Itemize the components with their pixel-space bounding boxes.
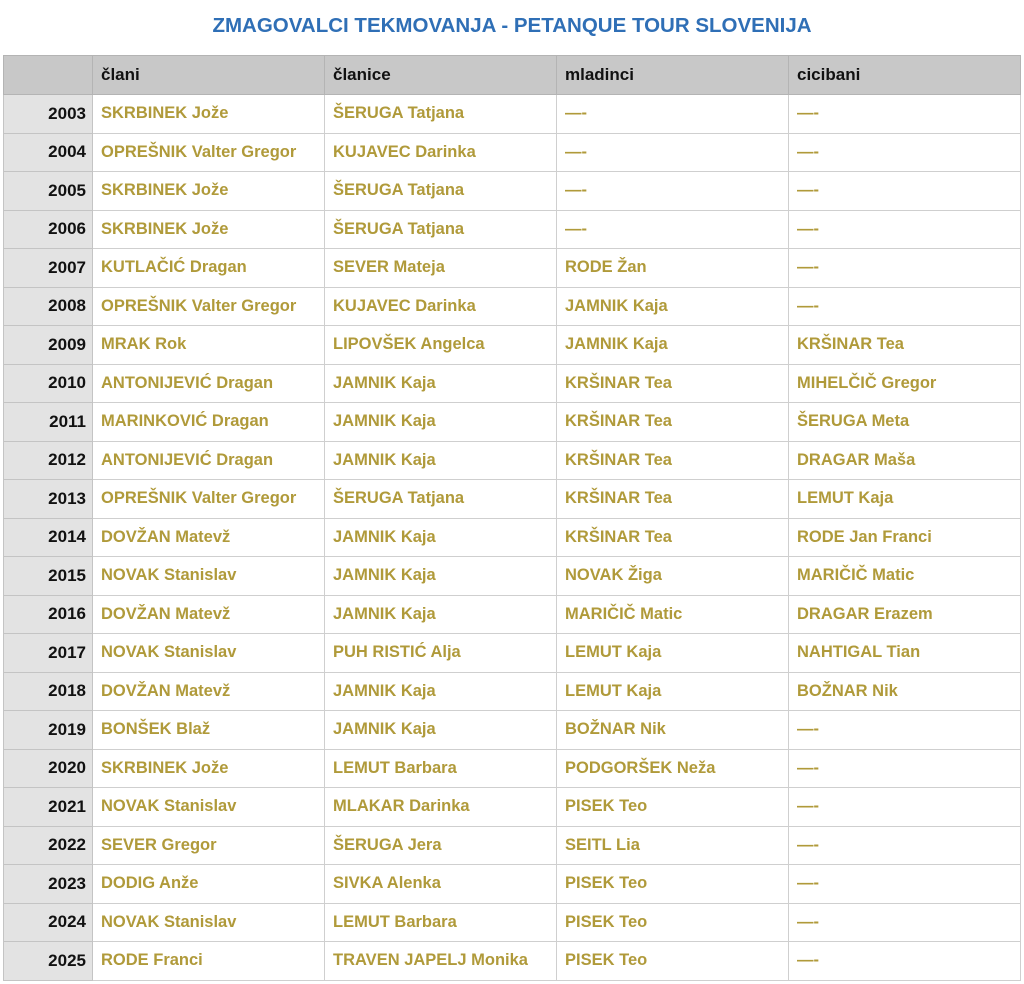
clani-cell: NOVAK Stanislav [93, 903, 325, 942]
year-cell: 2022 [4, 826, 93, 865]
cicibani-cell: —- [789, 249, 1021, 288]
mladinci-cell: KRŠINAR Tea [557, 480, 789, 519]
table-row [4, 942, 1021, 981]
mladinci-cell: JAMNIK Kaja [557, 326, 789, 365]
cicibani-cell: —- [789, 711, 1021, 750]
year-cell: 2004 [4, 133, 93, 172]
table-row [4, 480, 1021, 519]
cicibani-cell: —- [789, 903, 1021, 942]
year-cell: 2023 [4, 865, 93, 904]
table-row [4, 672, 1021, 711]
year-cell: 2012 [4, 441, 93, 480]
year-cell: 2024 [4, 903, 93, 942]
table-row [4, 711, 1021, 750]
mladinci-cell: KRŠINAR Tea [557, 364, 789, 403]
table-row [4, 133, 1021, 172]
clanice-cell: TRAVEN JAPELJ Monika [325, 942, 557, 981]
clani-cell: MARINKOVIĆ Dragan [93, 403, 325, 442]
mladinci-cell: PISEK Teo [557, 942, 789, 981]
clani-cell: KUTLAČIĆ Dragan [93, 249, 325, 288]
clani-cell: NOVAK Stanislav [93, 557, 325, 596]
table-row [4, 172, 1021, 211]
year-cell: 2015 [4, 557, 93, 596]
clanice-cell: ŠERUGA Jera [325, 826, 557, 865]
year-cell: 2005 [4, 172, 93, 211]
cicibani-cell: —- [789, 826, 1021, 865]
clani-cell: OPREŠNIK Valter Gregor [93, 480, 325, 519]
cicibani-cell: DRAGAR Erazem [789, 595, 1021, 634]
table-row [4, 749, 1021, 788]
clani-cell: DODIG Anže [93, 865, 325, 904]
year-cell: 2025 [4, 942, 93, 981]
column-header-year [4, 56, 93, 95]
column-header-clanice: članice [325, 56, 557, 95]
mladinci-cell: LEMUT Kaja [557, 634, 789, 673]
clanice-cell: ŠERUGA Tatjana [325, 172, 557, 211]
table-row [4, 634, 1021, 673]
table-row [4, 287, 1021, 326]
mladinci-cell: JAMNIK Kaja [557, 287, 789, 326]
mladinci-cell: KRŠINAR Tea [557, 403, 789, 442]
cicibani-cell: LEMUT Kaja [789, 480, 1021, 519]
clani-cell: SKRBINEK Jože [93, 172, 325, 211]
mladinci-cell: PISEK Teo [557, 865, 789, 904]
clani-cell: NOVAK Stanislav [93, 788, 325, 827]
clanice-cell: KUJAVEC Darinka [325, 287, 557, 326]
table-row [4, 364, 1021, 403]
clanice-cell: ŠERUGA Tatjana [325, 95, 557, 134]
clani-cell: SKRBINEK Jože [93, 210, 325, 249]
clanice-cell: ŠERUGA Tatjana [325, 210, 557, 249]
clanice-cell: SEVER Mateja [325, 249, 557, 288]
column-header-mladinci: mladinci [557, 56, 789, 95]
clani-cell: RODE Franci [93, 942, 325, 981]
table-row [4, 518, 1021, 557]
year-cell: 2021 [4, 788, 93, 827]
cicibani-cell: —- [789, 788, 1021, 827]
table-row [4, 903, 1021, 942]
clani-cell: SKRBINEK Jože [93, 95, 325, 134]
table-row [4, 210, 1021, 249]
mladinci-cell: MARIČIČ Matic [557, 595, 789, 634]
cicibani-cell: —- [789, 210, 1021, 249]
table-row [4, 403, 1021, 442]
cicibani-cell: BOŽNAR Nik [789, 672, 1021, 711]
cicibani-cell: DRAGAR Maša [789, 441, 1021, 480]
mladinci-cell: RODE Žan [557, 249, 789, 288]
mladinci-cell: KRŠINAR Tea [557, 518, 789, 557]
cicibani-cell: MARIČIČ Matic [789, 557, 1021, 596]
year-cell: 2016 [4, 595, 93, 634]
table-row [4, 441, 1021, 480]
table-row [4, 249, 1021, 288]
cicibani-cell: NAHTIGAL Tian [789, 634, 1021, 673]
mladinci-cell: KRŠINAR Tea [557, 441, 789, 480]
clani-cell: NOVAK Stanislav [93, 634, 325, 673]
clani-cell: MRAK Rok [93, 326, 325, 365]
mladinci-cell: —- [557, 172, 789, 211]
table-row [4, 95, 1021, 134]
mladinci-cell: —- [557, 95, 789, 134]
cicibani-cell: —- [789, 749, 1021, 788]
cicibani-cell: KRŠINAR Tea [789, 326, 1021, 365]
clanice-cell: JAMNIK Kaja [325, 364, 557, 403]
cicibani-cell: —- [789, 172, 1021, 211]
clanice-cell: LEMUT Barbara [325, 749, 557, 788]
clanice-cell: JAMNIK Kaja [325, 557, 557, 596]
clanice-cell: JAMNIK Kaja [325, 595, 557, 634]
mladinci-cell: PISEK Teo [557, 903, 789, 942]
winners-table [3, 55, 1021, 981]
year-cell: 2006 [4, 210, 93, 249]
page-title: ZMAGOVALCI TEKMOVANJA - PETANQUE TOUR SLOVENIJA [212, 14, 812, 37]
year-cell: 2017 [4, 634, 93, 673]
clani-cell: DOVŽAN Matevž [93, 672, 325, 711]
clani-cell: DOVŽAN Matevž [93, 595, 325, 634]
clani-cell: ANTONIJEVIĆ Dragan [93, 441, 325, 480]
mladinci-cell: PISEK Teo [557, 788, 789, 827]
clanice-cell: PUH RISTIĆ Alja [325, 634, 557, 673]
clanice-cell: JAMNIK Kaja [325, 672, 557, 711]
column-header-cicibani: cicibani [789, 56, 1021, 95]
cicibani-cell: ŠERUGA Meta [789, 403, 1021, 442]
clanice-cell: JAMNIK Kaja [325, 403, 557, 442]
clani-cell: SKRBINEK Jože [93, 749, 325, 788]
mladinci-cell: —- [557, 133, 789, 172]
table-row [4, 595, 1021, 634]
table-row [4, 865, 1021, 904]
mladinci-cell: PODGORŠEK Neža [557, 749, 789, 788]
year-cell: 2010 [4, 364, 93, 403]
table-row [4, 788, 1021, 827]
year-cell: 2007 [4, 249, 93, 288]
column-header-clani: člani [93, 56, 325, 95]
clani-cell: OPREŠNIK Valter Gregor [93, 287, 325, 326]
mladinci-cell: BOŽNAR Nik [557, 711, 789, 750]
table-row [4, 826, 1021, 865]
clani-cell: DOVŽAN Matevž [93, 518, 325, 557]
mladinci-cell: NOVAK Žiga [557, 557, 789, 596]
year-cell: 2014 [4, 518, 93, 557]
clanice-cell: JAMNIK Kaja [325, 518, 557, 557]
mladinci-cell: —- [557, 210, 789, 249]
year-cell: 2018 [4, 672, 93, 711]
clanice-cell: KUJAVEC Darinka [325, 133, 557, 172]
cicibani-cell: —- [789, 133, 1021, 172]
clani-cell: OPREŠNIK Valter Gregor [93, 133, 325, 172]
clanice-cell: ŠERUGA Tatjana [325, 480, 557, 519]
table-row [4, 326, 1021, 365]
cicibani-cell: RODE Jan Franci [789, 518, 1021, 557]
table-header-row [4, 56, 1021, 95]
year-cell: 2013 [4, 480, 93, 519]
year-cell: 2020 [4, 749, 93, 788]
clani-cell: SEVER Gregor [93, 826, 325, 865]
mladinci-cell: SEITL Lia [557, 826, 789, 865]
table-row [4, 557, 1021, 596]
clanice-cell: JAMNIK Kaja [325, 441, 557, 480]
clanice-cell: LEMUT Barbara [325, 903, 557, 942]
cicibani-cell: —- [789, 865, 1021, 904]
year-cell: 2008 [4, 287, 93, 326]
year-cell: 2003 [4, 95, 93, 134]
cicibani-cell: —- [789, 942, 1021, 981]
cicibani-cell: MIHELČIČ Gregor [789, 364, 1021, 403]
year-cell: 2009 [4, 326, 93, 365]
clanice-cell: JAMNIK Kaja [325, 711, 557, 750]
clani-cell: BONŠEK Blaž [93, 711, 325, 750]
clanice-cell: MLAKAR Darinka [325, 788, 557, 827]
cicibani-cell: —- [789, 95, 1021, 134]
clani-cell: ANTONIJEVIĆ Dragan [93, 364, 325, 403]
cicibani-cell: —- [789, 287, 1021, 326]
clanice-cell: SIVKA Alenka [325, 865, 557, 904]
year-cell: 2011 [4, 403, 93, 442]
year-cell: 2019 [4, 711, 93, 750]
mladinci-cell: LEMUT Kaja [557, 672, 789, 711]
clanice-cell: LIPOVŠEK Angelca [325, 326, 557, 365]
